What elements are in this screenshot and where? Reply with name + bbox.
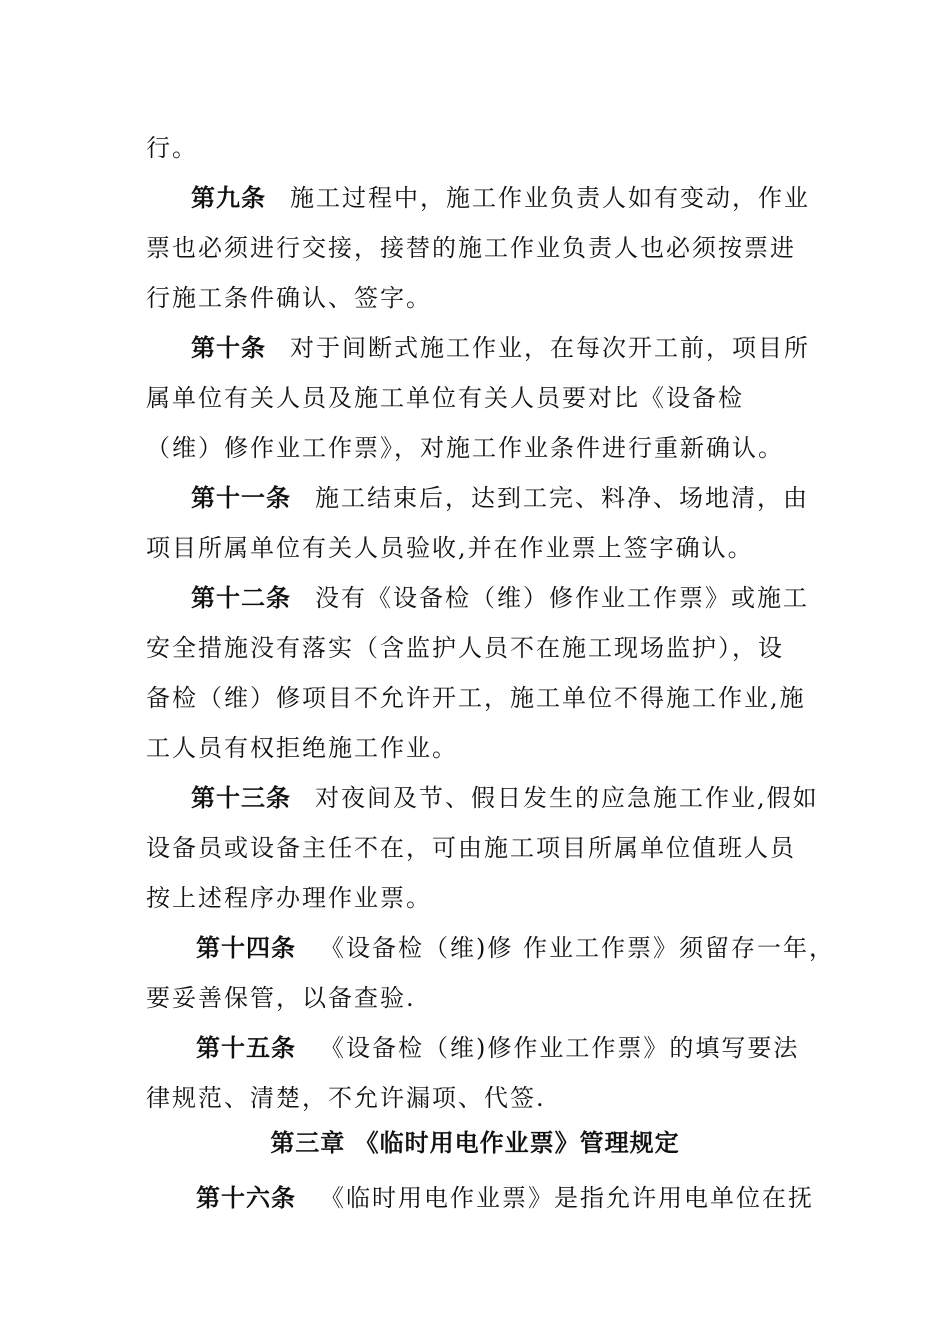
text-line: 设备员或设备主任不在，可由施工项目所属单位值班人员 bbox=[146, 834, 796, 862]
article-number: 第九条 bbox=[191, 184, 266, 212]
article-11 bbox=[191, 483, 809, 513]
article-text: 没有《设备检（维）修作业工作票》或施工 bbox=[315, 584, 809, 612]
article-number: 第十六条 bbox=[196, 1184, 296, 1212]
text-line: 行。 bbox=[146, 134, 198, 162]
text-line: （维）修作业工作票》，对施工作业条件进行重新确认。 bbox=[146, 434, 784, 462]
text-line: 属单位有关人员及施工单位有关人员要对比《设备检 bbox=[146, 384, 744, 412]
article-text: 对夜间及节、假日发生的应急施工作业,假如 bbox=[315, 784, 819, 812]
article-number: 第十二条 bbox=[191, 584, 291, 612]
text-line: 要妥善保管，以备查验. bbox=[146, 984, 416, 1012]
article-12 bbox=[191, 583, 809, 613]
article-number: 第十条 bbox=[191, 334, 266, 362]
article-16 bbox=[196, 1183, 814, 1213]
article-number: 第十四条 bbox=[196, 934, 296, 962]
article-number: 第十三条 bbox=[191, 784, 291, 812]
chapter-heading: 第三章 《临时用电作业票》管理规定 bbox=[270, 1129, 680, 1157]
article-number: 第十五条 bbox=[196, 1034, 296, 1062]
text-line: 按上述程序办理作业票。 bbox=[146, 884, 432, 912]
article-13 bbox=[191, 783, 819, 813]
article-text: 《设备检（维)修作业工作票》的填写要法 bbox=[320, 1034, 800, 1062]
text-line: 安全措施没有落实（含监护人员不在施工现场监护），设 bbox=[146, 634, 784, 662]
text-line: 项目所属单位有关人员验收,并在作业票上签字确认。 bbox=[146, 534, 754, 562]
text-line: 票也必须进行交接，接替的施工作业负责人也必须按票进 bbox=[146, 234, 796, 262]
text-line: 工人员有权拒绝施工作业。 bbox=[146, 734, 458, 762]
article-text: 对于间断式施工作业，在每次开工前，项目所 bbox=[290, 334, 810, 362]
text-line: 律规范、清楚，不允许漏项、代签. bbox=[146, 1084, 546, 1112]
article-number: 第十一条 bbox=[191, 484, 291, 512]
text-line: 备检（维）修项目不允许开工，施工单位不得施工作业,施 bbox=[146, 684, 806, 712]
article-10 bbox=[191, 333, 810, 363]
article-text: 《设备检（维)修 作业工作票》须留存一年， bbox=[320, 934, 835, 962]
article-text: 施工结束后，达到工完、料净、场地清，由 bbox=[315, 484, 809, 512]
text-line: 行施工条件确认、签字。 bbox=[146, 284, 432, 312]
article-text: 《临时用电作业票》是指允许用电单位在抚 bbox=[320, 1184, 814, 1212]
article-15 bbox=[196, 1033, 799, 1063]
article-9 bbox=[191, 183, 810, 213]
article-text: 施工过程中，施工作业负责人如有变动，作业 bbox=[290, 184, 810, 212]
article-14 bbox=[196, 933, 835, 963]
